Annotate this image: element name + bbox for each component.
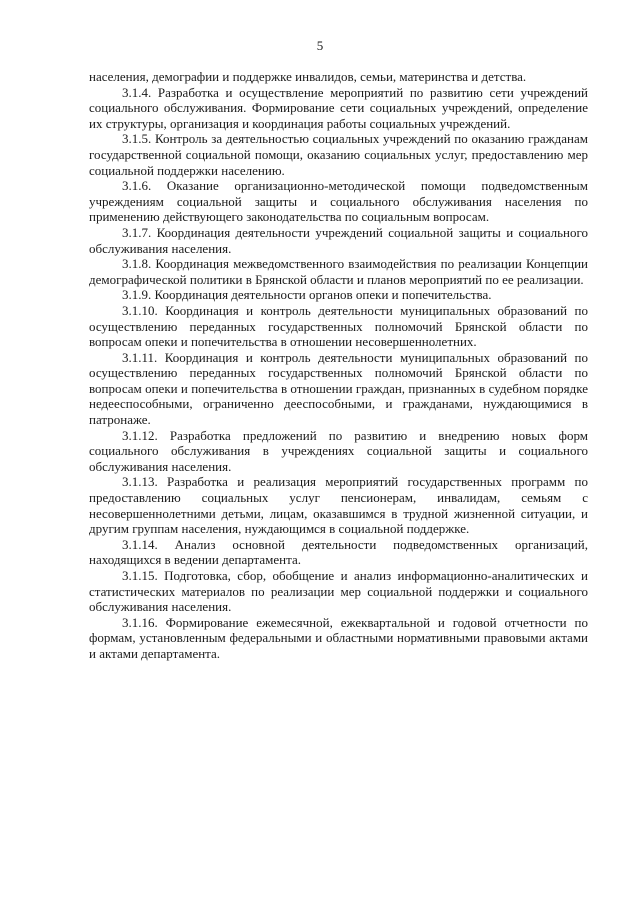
paragraph-3-1-11: 3.1.11. Координация и контроль деятельности муниципальных образований по осуществлению переданных государственных полномочий Брянской области по вопросам опеки и попечительства в отношении граждан, признанных в судебном порядке недееспособными, ограниченно дееспособными, и гражданами, нуждающимися в патронаже. (89, 349, 588, 428)
paragraph-3-1-4: 3.1.4. Разработка и осуществление мероприятий по развитию сети учреждений социального обслуживания. Формирование сети социальных учреждений, определение их структуры, организация и координация работы социальных учреждений. (89, 84, 588, 131)
paragraph-3-1-16: 3.1.16. Формирование ежемесячной, ежеквартальной и годовой отчетности по формам, установленным федеральными и областными нормативными правовыми актами и актами департамента. (89, 614, 588, 661)
paragraph-3-1-7: 3.1.7. Координация деятельности учреждений социальной защиты и социального обслуживания населения. (89, 224, 588, 256)
paragraph-3-1-6: 3.1.6. Оказание организационно-методической помощи подведомственным учреждениям социальной защиты и социального обслуживания населения по применению действующего законодательства по социальным вопросам. (89, 178, 588, 225)
paragraph-3-1-5: 3.1.5. Контроль за деятельностью социальных учреждений по оказанию гражданам государственной социальной помощи, оказанию социальных услуг, предоставлению мер социальной поддержки населению. (89, 131, 588, 178)
paragraph-continuation: населения, демографии и поддержке инвалидов, семьи, материнства и детства. (89, 69, 527, 84)
paragraph-3-1-12: 3.1.12. Разработка предложений по развитию и внедрению новых форм социального обслуживания в учреждениях социальной защиты и социального обслуживания населения. (89, 427, 588, 474)
paragraph-3-1-13: 3.1.13. Разработка и реализация мероприятий государственных программ по предоставлению социальных услуг пенсионерам, инвалидам, семьям с несовершеннолетними детьми, лицам, оказавшимся в трудной жизненной ситуации, и другим группам населения, нуждающимся в социальной поддержке. (89, 474, 588, 537)
page-number: 5 (316, 38, 324, 53)
paragraph-3-1-14: 3.1.14. Анализ основной деятельности подведомственных организаций, находящихся в ведении департамента. (89, 536, 588, 568)
paragraph-3-1-10: 3.1.10. Координация и контроль деятельности муниципальных образований по осуществлению переданных государственных полномочий Брянской области по вопросам опеки и попечительства в отношении несовершеннолетних. (89, 302, 588, 350)
paragraph-3-1-9: 3.1.9. Координация деятельности органов опеки и попечительства. (122, 287, 492, 303)
paragraph-3-1-8: 3.1.8. Координация межведомственного взаимодействия по реализации Концепции демографической политики в Брянской области и планов мероприятий по ее реализации. (89, 256, 588, 287)
document-body (89, 69, 588, 662)
paragraph-3-1-15: 3.1.15. Подготовка, сбор, обобщение и анализ информационно-аналитических и статистических материалов по реализации мер социальной поддержки и социального обслуживания населения. (89, 568, 588, 615)
